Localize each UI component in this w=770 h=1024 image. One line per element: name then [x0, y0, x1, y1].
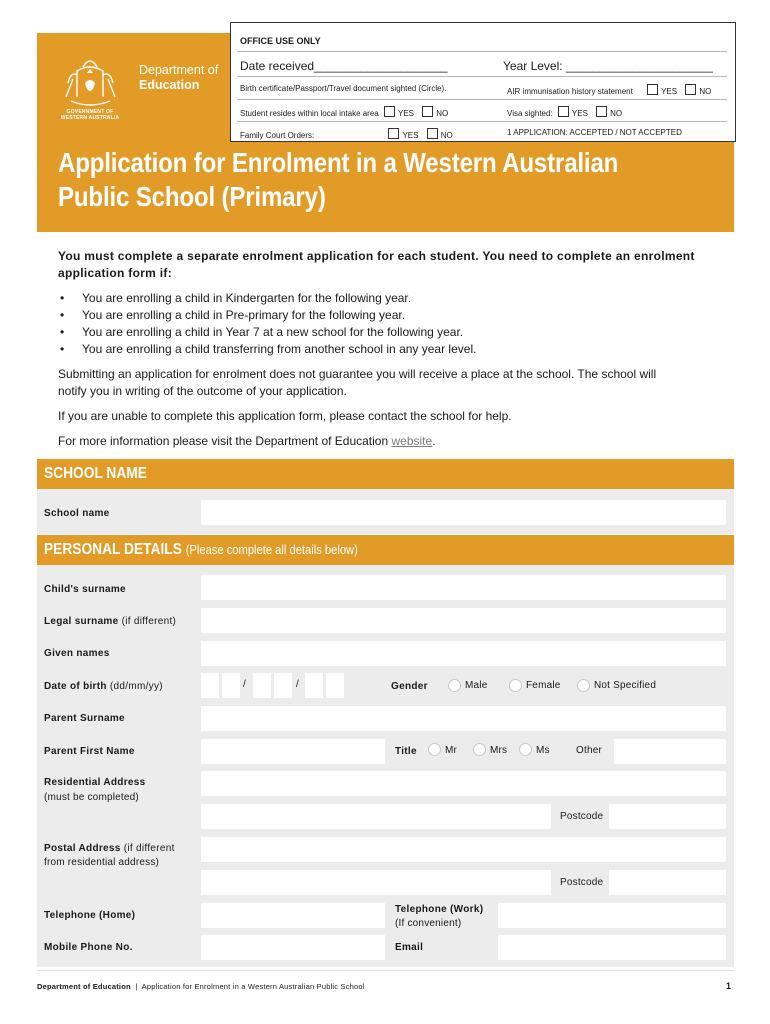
air-yes-checkbox[interactable] [647, 84, 658, 95]
visa-text: Visa sighted: [507, 109, 553, 118]
resides-yes-checkbox[interactable] [384, 106, 395, 117]
application-status: 1 APPLICATION: ACCEPTED / NOT ACCEPTED [507, 128, 682, 137]
no-label: NO [699, 87, 712, 96]
personal-details-header [37, 535, 734, 565]
mr-label: Mr [445, 745, 458, 756]
gender-female-radio[interactable] [509, 679, 522, 692]
telephone-work-note: (If convenient) [395, 918, 462, 929]
government-label: GOVERNMENT OF WESTERN AUSTRALIA [60, 109, 120, 121]
postcode-label: Postcode [560, 877, 604, 888]
department-logo [55, 45, 235, 130]
title-ms-radio[interactable] [519, 743, 532, 756]
parent-first-name-label: Parent First Name [44, 746, 135, 757]
footer [37, 982, 734, 991]
gender-label: Gender [391, 681, 428, 692]
title-mr-radio[interactable] [428, 743, 441, 756]
divider [237, 76, 727, 77]
no-label: NO [610, 109, 623, 118]
yes-label: YES [571, 109, 588, 118]
childs-surname-label: Child's surname [44, 584, 126, 595]
postal-note-1: (if different [123, 843, 175, 854]
female-label: Female [526, 680, 561, 691]
resides-text: Student resides within local intake area [240, 109, 379, 118]
footer-divider [37, 970, 734, 971]
postal-address-text: Postal Address [44, 843, 121, 854]
dob-note: (dd/mm/yy) [109, 681, 163, 692]
given-names-label: Given names [44, 648, 110, 659]
residential-address-note: (must be completed) [44, 792, 139, 803]
divider [237, 121, 727, 122]
intro-paragraph-2: If you are unable to complete this application form, please contact the school for help. [58, 409, 512, 423]
parent-surname-label: Parent Surname [44, 713, 125, 724]
gender-male-radio[interactable] [448, 679, 461, 692]
legal-surname-note: (if different) [121, 616, 177, 627]
wa-crest-icon [63, 53, 118, 107]
dob-day-2[interactable] [222, 673, 240, 698]
title-line-1: Application for Enrolment in a Western Australian [58, 147, 619, 178]
dob-month-1[interactable] [253, 673, 271, 698]
intro-paragraph-3 [58, 433, 718, 450]
legal-surname-text: Legal surname [44, 616, 119, 627]
section-title [44, 541, 358, 559]
title-line-2: Public School (Primary) [58, 181, 326, 212]
intro-lead: You must complete a separate enrolment application for each student. You need to complete an enrolment application form if: [58, 249, 695, 280]
residential-address-line-2[interactable] [201, 804, 551, 829]
not-specified-label: Not Specified [594, 680, 657, 691]
visa-no-checkbox[interactable] [596, 106, 607, 117]
visa-yes-checkbox[interactable] [558, 106, 569, 117]
no-label: NO [436, 109, 449, 118]
resides-no-checkbox[interactable] [422, 106, 433, 117]
dob-month-2[interactable] [274, 673, 292, 698]
divider [237, 51, 727, 52]
yes-label: YES [397, 109, 414, 118]
personal-details-panel [37, 565, 734, 967]
date-received: Date received____________________ [240, 59, 448, 73]
list-item: • You are enrolling a child in Pre-primary for the following year. [58, 307, 718, 324]
page-title [58, 146, 626, 214]
postal-postcode-input[interactable] [609, 870, 726, 895]
male-label: Male [465, 680, 488, 691]
telephone-work-input[interactable] [498, 903, 726, 928]
air-text: AIR immunisation history statement [507, 87, 633, 96]
page-number: 1 [726, 981, 732, 991]
air-label [507, 84, 711, 96]
family-court-yes-checkbox[interactable] [388, 128, 399, 139]
dob-label [44, 681, 163, 692]
postal-address-line-1[interactable] [201, 837, 726, 862]
mobile-phone-input[interactable] [201, 935, 385, 960]
dept-line-2: Education [139, 78, 200, 92]
mobile-phone-label: Mobile Phone No. [44, 942, 133, 953]
divider [237, 99, 727, 100]
parent-first-name-input[interactable] [201, 739, 385, 764]
title-other-input[interactable] [614, 739, 726, 764]
telephone-home-label: Telephone (Home) [44, 910, 136, 921]
intro-section [58, 248, 718, 450]
footer-title: Application for Enrolment in a Western Australian Public School [141, 982, 365, 991]
air-no-checkbox[interactable] [685, 84, 696, 95]
year-level: Year Level: ______________________ [503, 59, 713, 73]
resides-label [240, 106, 448, 118]
family-court-no-checkbox[interactable] [427, 128, 438, 139]
postcode-label: Postcode [560, 811, 604, 822]
birth-cert-label: Birth certificate/Passport/Travel document sighted (Circle). [240, 84, 447, 93]
ms-label: Ms [536, 745, 550, 756]
dob-slash: / [296, 679, 299, 690]
dob-year-2[interactable] [326, 673, 344, 698]
school-name-input[interactable] [201, 500, 726, 525]
dob-text: Date of birth [44, 681, 107, 692]
list-item: • You are enrolling a child transferring from another school in any year level. [58, 341, 718, 358]
office-use-box [230, 22, 736, 142]
postal-address-line-2[interactable] [201, 870, 551, 895]
legal-surname-label [44, 616, 176, 627]
yes-label: YES [402, 131, 419, 140]
section-note: (Please complete all details below) [185, 542, 358, 557]
info-end: . [432, 434, 436, 448]
postal-note-2: from residential address) [44, 857, 160, 868]
residential-postcode-input[interactable] [609, 804, 726, 829]
mrs-label: Mrs [490, 745, 508, 756]
given-names-input[interactable] [201, 641, 726, 666]
department-name [139, 63, 218, 93]
telephone-work-label: Telephone (Work) [395, 904, 484, 915]
legal-surname-input[interactable] [201, 608, 726, 633]
title-label: Title [395, 746, 417, 757]
gender-not-specified-radio[interactable] [577, 679, 590, 692]
title-mrs-radio[interactable] [473, 743, 486, 756]
family-court-text: Family Court Orders: [240, 131, 315, 140]
postal-address-label [44, 843, 175, 854]
footer-department: Department of Education [37, 982, 131, 991]
section-title: SCHOOL NAME [44, 465, 147, 482]
parent-surname-input[interactable] [201, 706, 726, 731]
no-label: NO [440, 131, 453, 140]
office-heading: OFFICE USE ONLY [240, 36, 321, 46]
dob-year-1[interactable] [305, 673, 323, 698]
dept-line-1: Department of [139, 63, 219, 77]
family-court-label [240, 128, 453, 140]
visa-label [507, 106, 622, 118]
email-input[interactable] [498, 935, 726, 960]
section-title-text: PERSONAL DETAILS [44, 541, 182, 558]
other-label: Other [576, 745, 603, 756]
childs-surname-input[interactable] [201, 575, 726, 600]
intro-paragraph-1: Submitting an application for enrolment does not guarantee you will receive a place at the school. The school will notify you in writing of the outcome of your application. [58, 367, 657, 398]
yes-label: YES [661, 87, 678, 96]
list-item: • You are enrolling a child in Year 7 at a new school for the following year. [58, 324, 718, 341]
info-text: For more information please visit the Department of Education [58, 434, 392, 448]
website-link[interactable]: website [391, 434, 433, 448]
residential-address-line-1[interactable] [201, 771, 726, 796]
residential-address-label: Residential Address [44, 777, 146, 788]
school-name-panel [37, 489, 734, 534]
school-name-header [37, 459, 734, 489]
list-item: • You are enrolling a child in Kindergarten for the following year. [58, 290, 718, 307]
telephone-home-input[interactable] [201, 903, 385, 928]
dob-slash: / [243, 679, 246, 690]
footer-separator: | [135, 982, 138, 991]
intro-bullets [58, 290, 718, 358]
school-name-label: School name [44, 508, 110, 519]
email-label: Email [395, 942, 424, 953]
dob-day-1[interactable] [201, 673, 219, 698]
